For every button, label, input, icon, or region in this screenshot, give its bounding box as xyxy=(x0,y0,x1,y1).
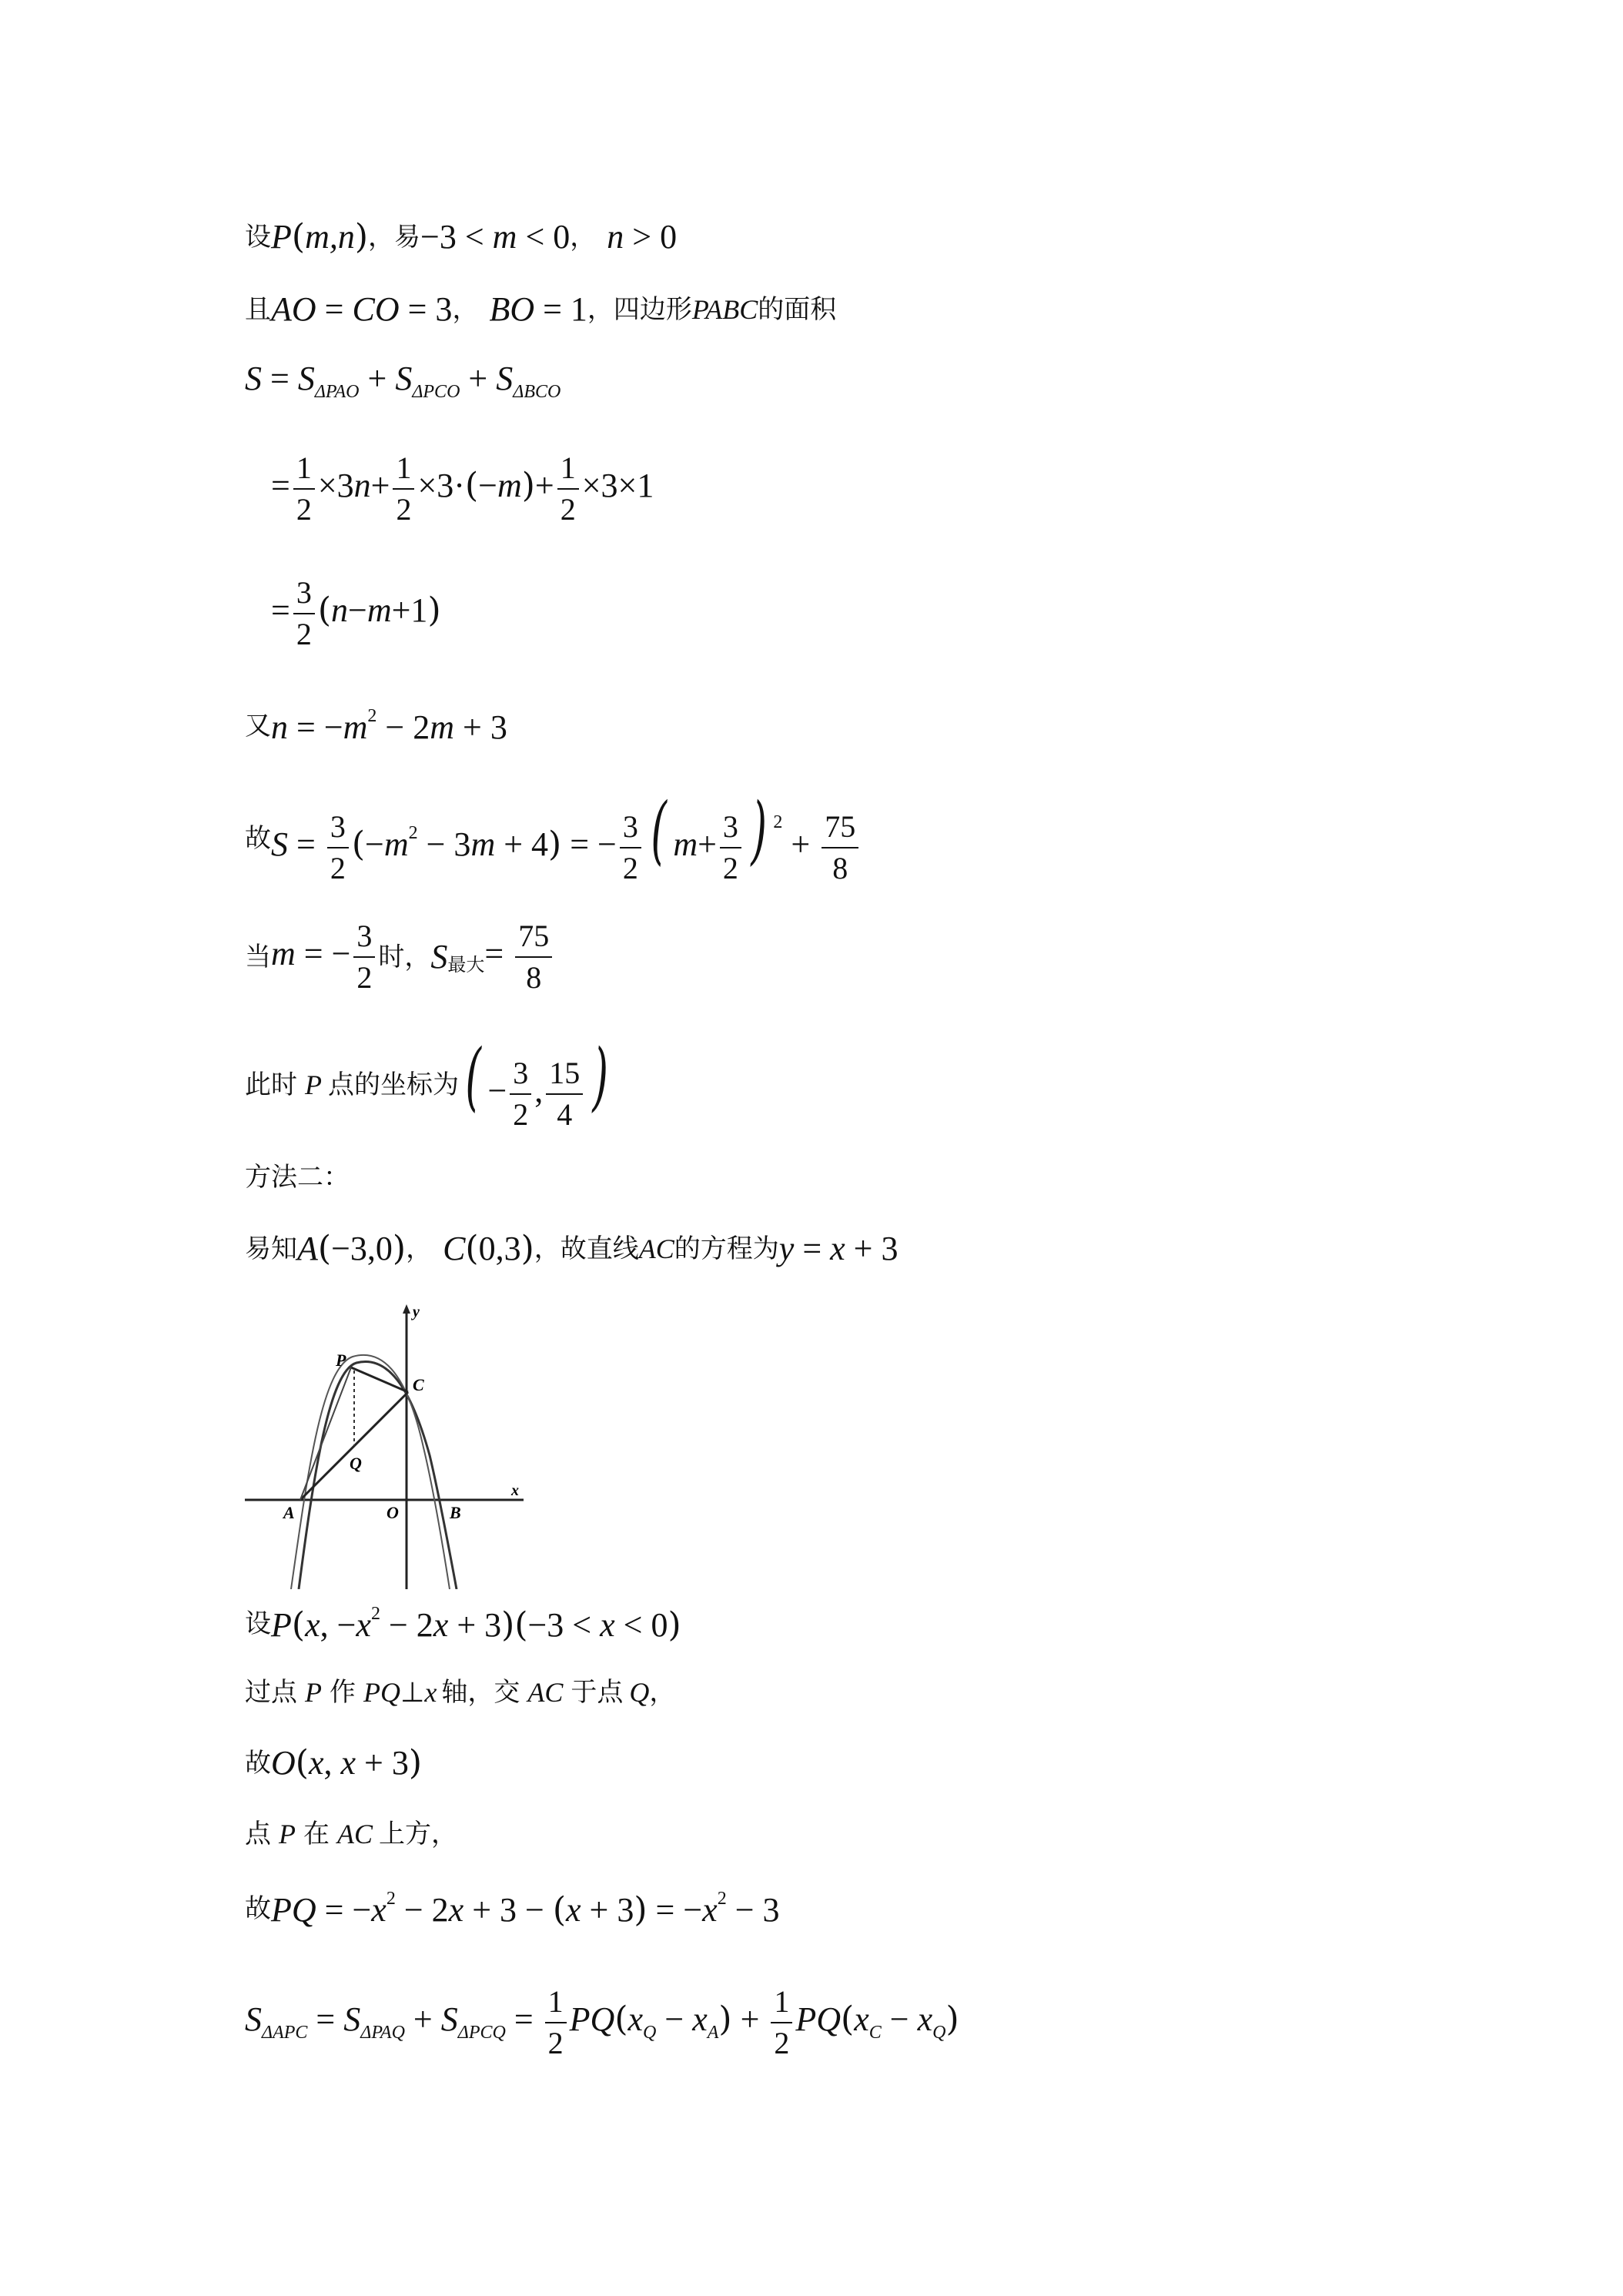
label-a: A xyxy=(283,1503,295,1522)
text: 的面积 xyxy=(758,294,837,325)
figure-background xyxy=(245,1301,531,1589)
line-9 xyxy=(245,1033,615,1132)
label-q: Q xyxy=(350,1454,362,1473)
text: Q xyxy=(629,1677,650,1708)
text: ， xyxy=(570,222,597,253)
text: ⊥ xyxy=(400,1677,425,1708)
line-6 xyxy=(245,707,507,745)
text: 故 xyxy=(245,1748,271,1779)
math: C(0,3) xyxy=(443,1229,534,1268)
math: S = $\frac{3}{2}$ $(-m^2 - 3m + 4)$ = − $\frac{3}{2}$ ( m+ $\frac{3}{2}$ ) $^2$ + $\frac{75}{8}$ xyxy=(271,793,862,884)
math: y = x + 3 xyxy=(778,1230,899,1267)
text: 轴，交 xyxy=(441,1677,520,1708)
label-y: y xyxy=(413,1304,420,1320)
math: $S_{\Delta APC} = S_{\Delta PAQ} + S_{\Delta PCQ}$ = $\frac{1}{2}$ $PQ(x_Q - x_A)$ + $\frac{1}{2}$ $PQ(x_C - x_Q)$ xyxy=(245,1984,959,2060)
text: AC xyxy=(527,1677,564,1708)
text: ， xyxy=(649,1677,676,1708)
label-o: O xyxy=(387,1503,399,1522)
label-p: P xyxy=(336,1350,346,1370)
text: 又 xyxy=(245,710,271,741)
line-4 xyxy=(271,450,654,527)
math: $n = -m^2 - 2m + 3$ xyxy=(271,706,507,746)
text: 最大 xyxy=(447,954,485,976)
math: A(−3,0) xyxy=(297,1229,407,1268)
text: PABC xyxy=(691,294,758,325)
text: P xyxy=(305,1069,322,1100)
line-12 xyxy=(245,1604,681,1645)
math: PQ = $-x^2 - 2x + 3 - (x + 3) = -x^2 - 3$ xyxy=(271,1889,780,1930)
math: AO = CO = 3 xyxy=(271,290,453,328)
text: 上方， xyxy=(379,1819,458,1849)
text: 作 xyxy=(330,1677,356,1708)
text: 点的坐标为 xyxy=(328,1069,459,1100)
text: 在 xyxy=(303,1819,330,1849)
text: 且 xyxy=(245,294,271,325)
label-c: C xyxy=(413,1375,424,1394)
math: P(x, $-x^2 - 2x + 3)(-3 < x < 0)$ xyxy=(271,1604,681,1645)
line-14 xyxy=(245,1743,423,1782)
text: ， xyxy=(452,294,479,325)
line-11 xyxy=(245,1229,899,1268)
text: AC xyxy=(638,1233,674,1264)
math: m = − $\frac{3}{2}$ xyxy=(271,921,378,993)
line-17 xyxy=(245,1986,959,2059)
text: 此时 xyxy=(245,1069,297,1100)
math: S xyxy=(430,938,448,976)
line-5 xyxy=(271,577,441,650)
text: 当 xyxy=(245,942,271,972)
line-15 xyxy=(245,1820,457,1848)
math: = $\frac{3}{2}$ (n−m+1) xyxy=(271,575,441,651)
text: 点 xyxy=(245,1819,271,1849)
line-8 xyxy=(245,921,555,993)
text: 过点 xyxy=(245,1677,297,1708)
text: 故 xyxy=(245,1893,271,1924)
math: $S = S_{\Delta PAO} + S_{\Delta PCO} + S_{\Delta BCO}$ xyxy=(245,360,561,402)
math: n > 0 xyxy=(607,218,678,256)
text: 时， xyxy=(378,942,431,972)
label-x: x xyxy=(511,1482,519,1499)
text: 于点 xyxy=(571,1677,624,1708)
math: BO = 1 xyxy=(489,290,587,328)
text: AC xyxy=(337,1819,373,1849)
math: = $\frac{75}{8}$ xyxy=(484,921,555,993)
line-1 xyxy=(245,217,678,256)
math: P(m,n) xyxy=(271,217,369,256)
text: 设 xyxy=(245,222,271,253)
math: = $\frac{1}{2}$ ×3n+ $\frac{1}{2}$ ×3·(−m)+ $\frac{1}{2}$ ×3×1 xyxy=(271,450,654,527)
text: x xyxy=(424,1677,437,1708)
text: P xyxy=(279,1819,296,1849)
line-3 xyxy=(245,362,561,401)
parabola-figure xyxy=(245,1301,531,1589)
text: 易知 xyxy=(245,1233,297,1264)
label-b: B xyxy=(450,1503,461,1522)
text: PQ xyxy=(363,1677,400,1708)
text: ，四边形 xyxy=(587,294,692,325)
math: ( − $\frac{3}{2}$ , $\frac{15}{4}$ ) xyxy=(465,1033,609,1132)
line-10 xyxy=(245,1162,350,1193)
math: −3 < m < 0 xyxy=(420,218,571,256)
text: 设 xyxy=(245,1608,271,1639)
text: 的方程为 xyxy=(674,1233,779,1264)
line-16 xyxy=(245,1889,780,1930)
line-2 xyxy=(245,290,837,328)
text: P xyxy=(305,1677,322,1708)
text: 故 xyxy=(245,822,271,854)
line-7 xyxy=(245,787,862,885)
math: O(x, x + 3) xyxy=(271,1743,423,1782)
text: ， xyxy=(406,1233,433,1264)
text: 方法二： xyxy=(245,1162,350,1193)
line-13 xyxy=(245,1678,675,1706)
text: ，故直线 xyxy=(534,1233,639,1264)
text: ，易 xyxy=(368,222,421,253)
